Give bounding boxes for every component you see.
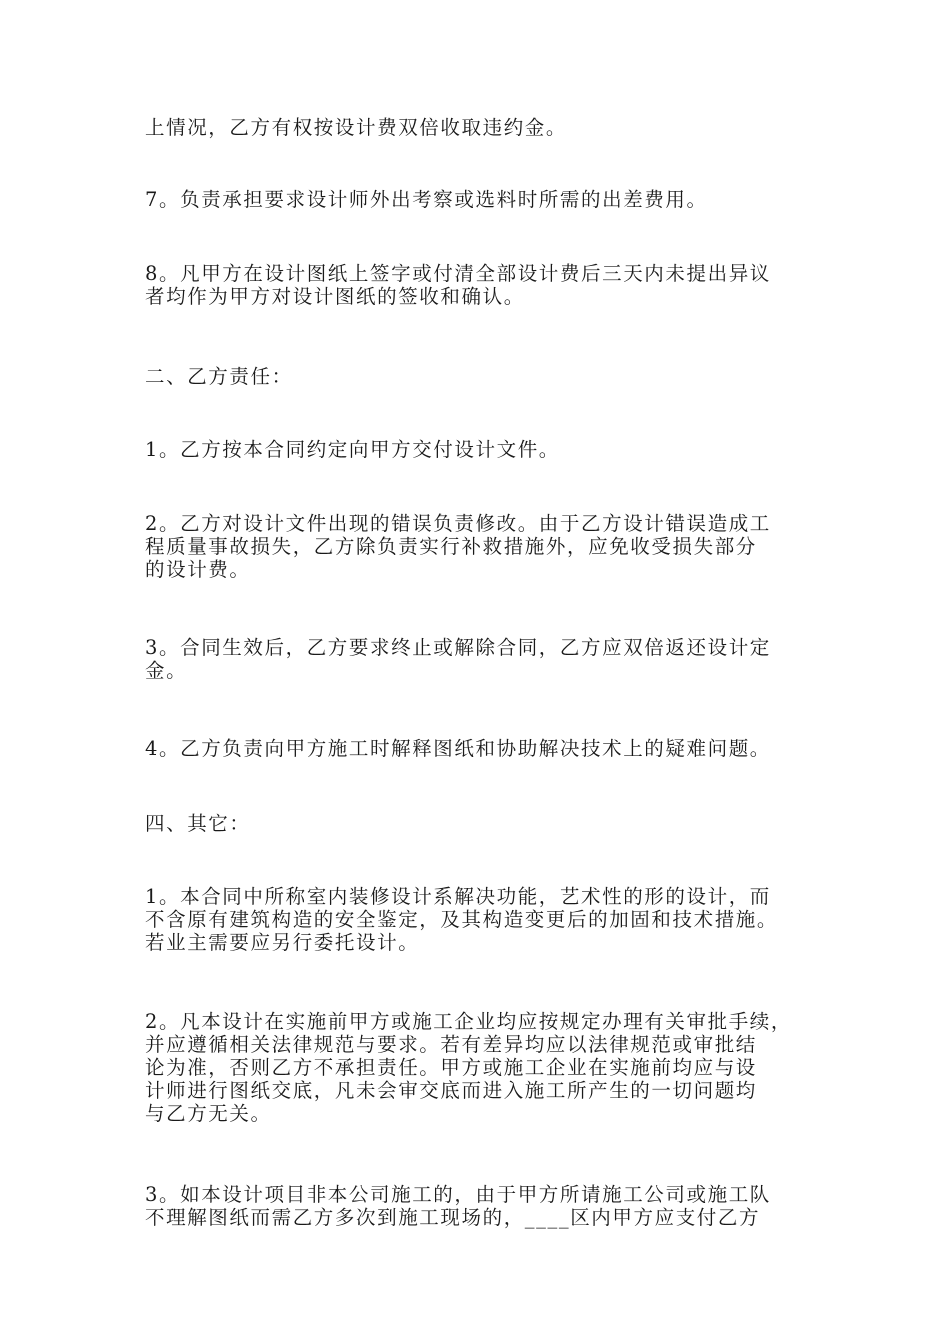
text-line: 二、乙方责任：	[145, 365, 293, 388]
text-line: 1。乙方按本合同约定向甲方交付设计文件。	[145, 438, 560, 461]
text-line: 3。合同生效后，乙方要求终止或解除合同，乙方应双倍返还设计定	[145, 636, 771, 659]
paragraph-b-item-4	[145, 737, 835, 760]
paragraph-b-item-1	[145, 438, 835, 461]
text-line: 四、其它：	[145, 812, 251, 835]
text-line: 8。凡甲方在设计图纸上签字或付清全部设计费后三天内未提出异议	[145, 262, 771, 285]
paragraph-other-item-1	[145, 885, 835, 954]
text-line: 论为准，否则乙方不承担责任。甲方或施工企业在实施前均应与设	[145, 1056, 757, 1079]
paragraph-other-item-2	[145, 1010, 835, 1125]
text-line: 2。乙方对设计文件出现的错误负责修改。由于乙方设计错误造成工	[145, 512, 771, 535]
text-line: 不含原有建筑构造的安全鉴定，及其构造变更后的加固和技术措施。	[145, 908, 779, 931]
text-line: 并应遵循相关法律规范与要求。若有差异均应以法律规范或审批结	[145, 1033, 757, 1056]
text-line: 金。	[145, 659, 188, 682]
text-line: 程质量事故损失，乙方除负责实行补救措施外，应免收受损失部分	[145, 535, 757, 558]
text-line: 的设计费。	[145, 558, 251, 581]
text-line: 4。乙方负责向甲方施工时解释图纸和协助解决技术上的疑难问题。	[145, 737, 771, 760]
paragraph-other-item-3	[145, 1183, 835, 1229]
text-line: 3。如本设计项目非本公司施工的，由于甲方所请施工公司或施工队	[145, 1183, 771, 1206]
text-line: 与乙方无关。	[145, 1102, 272, 1125]
paragraph-item-7	[145, 188, 835, 211]
text-line: 不理解图纸而需乙方多次到施工现场的，____区内甲方应支付乙方	[145, 1206, 761, 1229]
paragraph-liquidated-damages	[145, 116, 835, 139]
text-line: 计师进行图纸交底，凡未会审交底而进入施工所产生的一切问题均	[145, 1079, 757, 1102]
section-heading-party-b	[145, 365, 835, 388]
text-line: 2。凡本设计在实施前甲方或施工企业均应按规定办理有关审批手续，	[145, 1010, 793, 1033]
paragraph-b-item-2	[145, 512, 835, 581]
text-line: 1。本合同中所称室内装修设计系解决功能，艺术性的形的设计，而	[145, 885, 771, 908]
text-line: 7。负责承担要求设计师外出考察或选料时所需的出差费用。	[145, 188, 708, 211]
text-line: 若业主需要应另行委托设计。	[145, 931, 420, 954]
paragraph-b-item-3	[145, 636, 835, 682]
paragraph-item-8	[145, 262, 835, 308]
section-heading-other	[145, 812, 835, 835]
text-line: 者均作为甲方对设计图纸的签收和确认。	[145, 285, 525, 308]
text-line: 上情况，乙方有权按设计费双倍收取违约金。	[145, 116, 568, 139]
